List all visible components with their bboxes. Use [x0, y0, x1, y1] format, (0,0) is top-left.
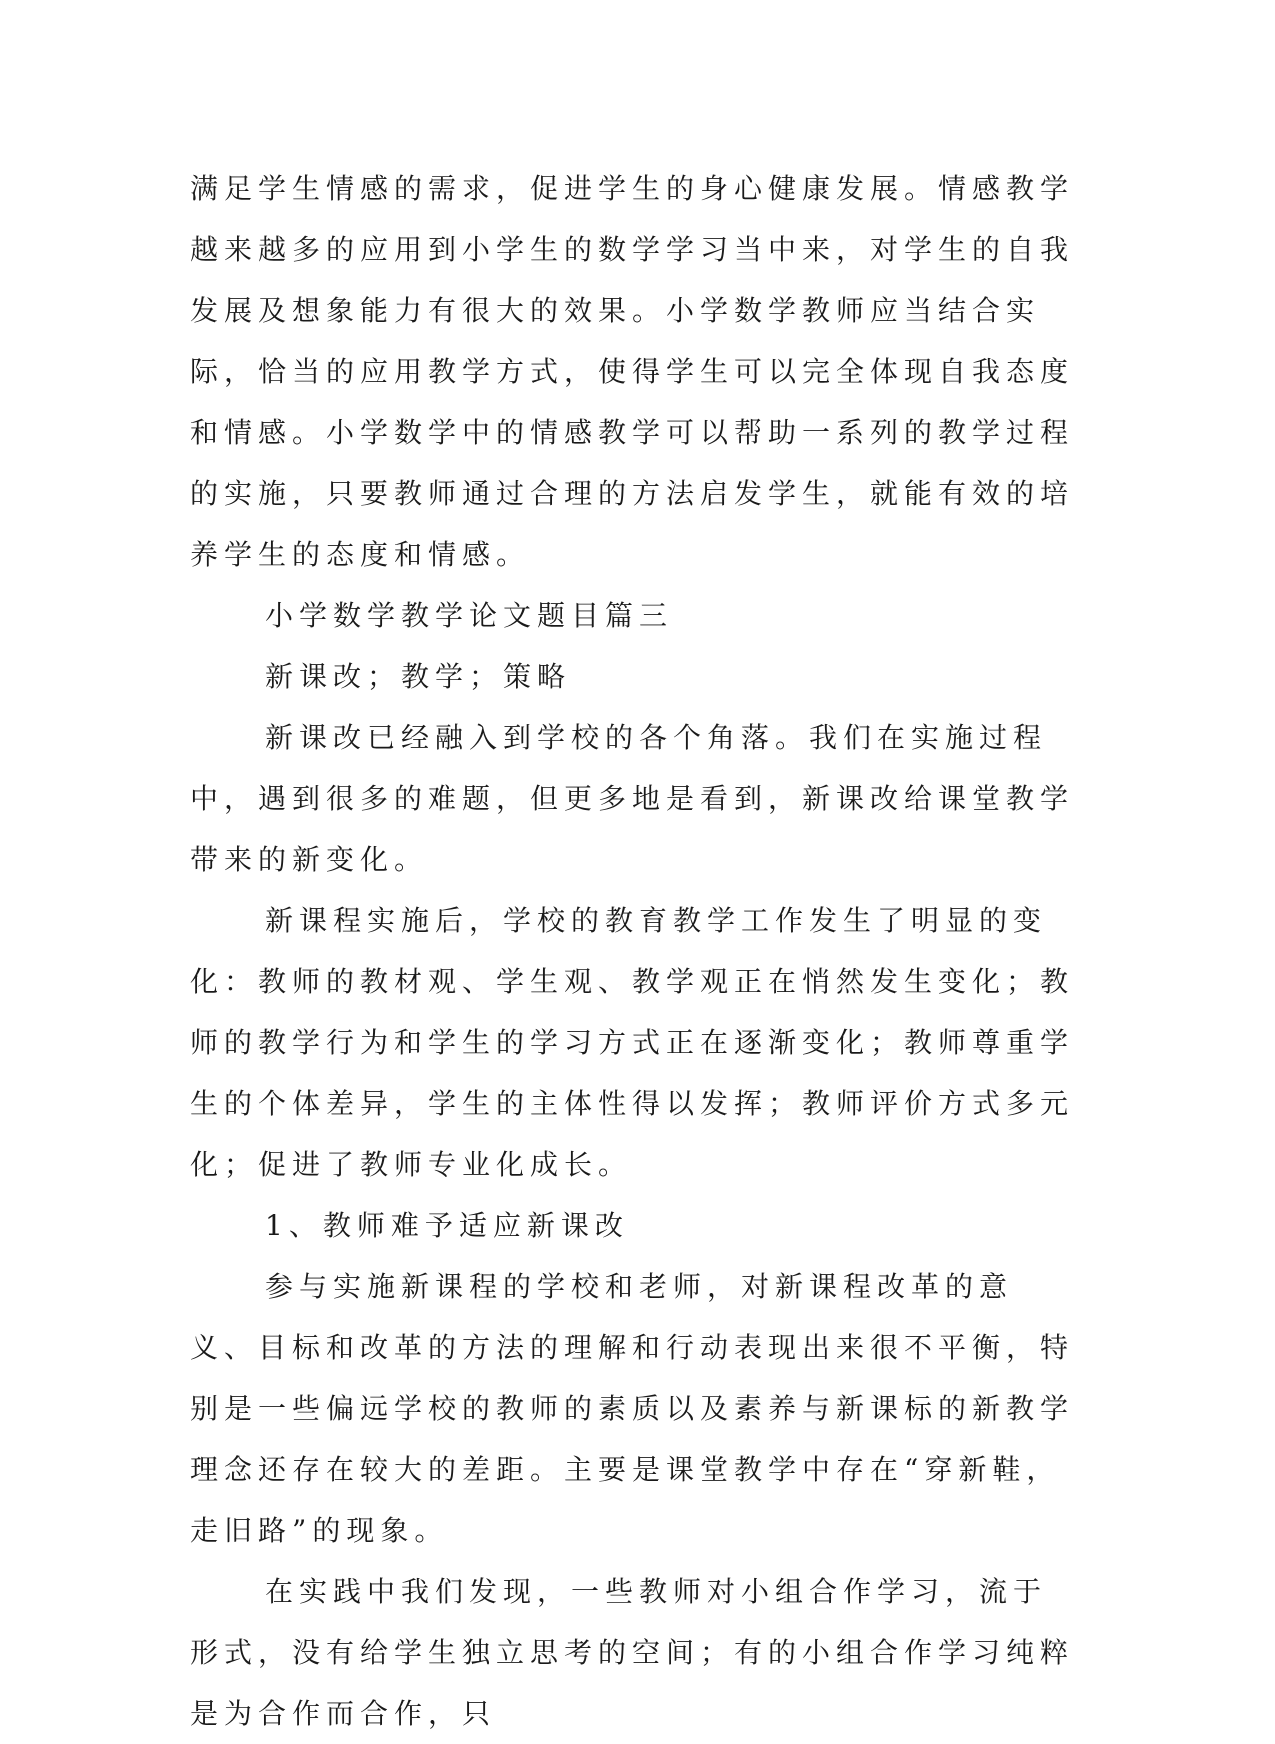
paragraph: 新课程实施后，学校的教育教学工作发生了明显的变化：教师的教材观、学生观、教学观正在悄然发生变化；教师的教学行为和学生的学习方式正在逐渐变化；教师尊重学生的个体差异，学生的主体性得以发挥；教师评价方式多元化；促进了教师专业化成长。: [190, 904, 1075, 1181]
paragraph: 参与实施新课程的学校和老师，对新课程改革的意义、目标和改革的方法的理解和行动表现出来很不平衡，特别是一些偏远学校的教师的素质以及素养与新课标的新教学理念还存在较大的差距。主要是课堂教学中存在“穿新鞋，走旧路”的现象。: [190, 1270, 1075, 1547]
section-title: 小学数学教学论文题目篇三: [265, 599, 674, 632]
paragraph: 新课改已经融入到学校的各个角落。我们在实施过程中，遇到很多的难题，但更多地是看到，新课改给课堂教学带来的新变化。: [190, 721, 1075, 876]
subheading: 1、教师难予适应新课改: [265, 1209, 629, 1242]
paragraph: 满足学生情感的需求，促进学生的身心健康发展。情感教学越来越多的应用到小学生的数学学习当中来，对学生的自我发展及想象能力有很大的效果。小学数学教师应当结合实际，恰当的应用教学方式，使得学生可以完全体现自我态度和情感。小学数学中的情感教学可以帮助一系列的教学过程的实施，只要教师通过合理的方法启发学生，就能有效的培养学生的态度和情感。: [190, 172, 1075, 571]
paragraph: 在实践中我们发现，一些教师对小组合作学习，流于形式，没有给学生独立思考的空间；有的小组合作学习纯粹是为合作而合作，只: [190, 1575, 1075, 1730]
document-body: [190, 158, 1080, 1744]
keywords: 新课改；教学；策略: [265, 660, 572, 693]
